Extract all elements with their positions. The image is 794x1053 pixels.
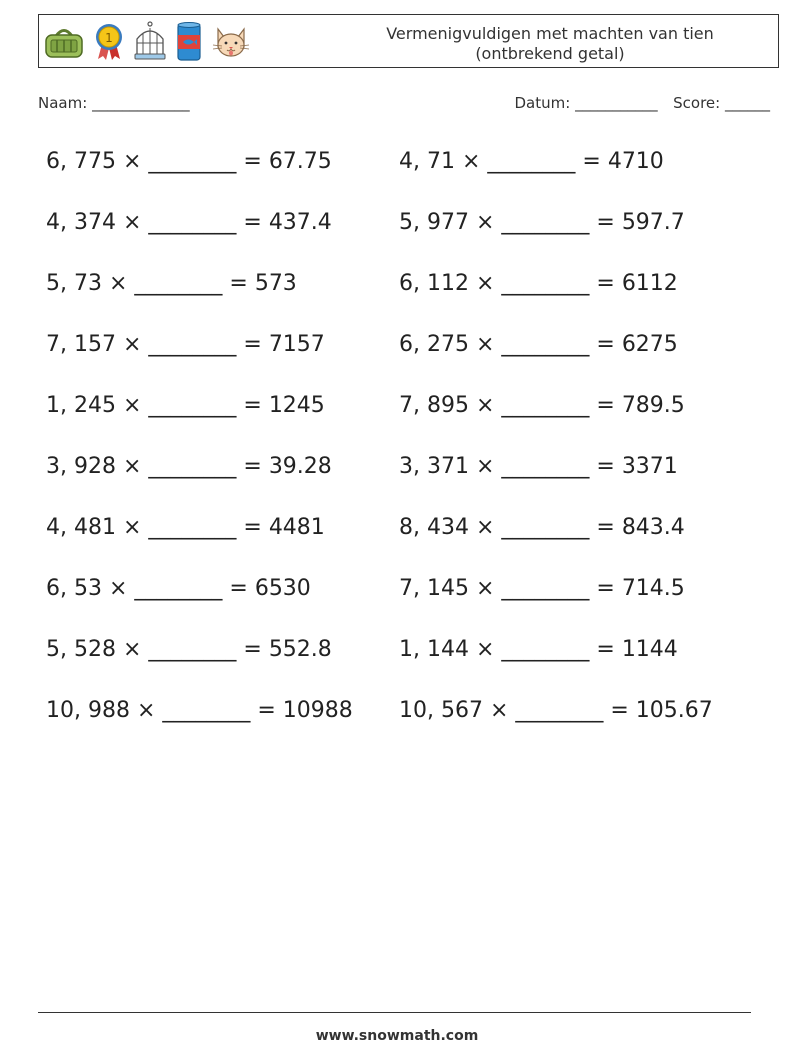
title-line-1: Vermenigvuldigen met machten van tien bbox=[386, 24, 714, 43]
problem-item: 6, 112 × ________ = 6112 bbox=[399, 271, 678, 296]
problem-item: 7, 145 × ________ = 714.5 bbox=[399, 576, 685, 601]
problem-item: 10, 567 × ________ = 105.67 bbox=[399, 698, 713, 723]
problem-item: 7, 895 × ________ = 789.5 bbox=[399, 393, 685, 418]
header-icons bbox=[43, 20, 251, 64]
svg-text:1: 1 bbox=[105, 31, 113, 45]
name-blank[interactable]: _____________ bbox=[92, 94, 190, 112]
problem-item: 1, 144 × ________ = 1144 bbox=[399, 637, 678, 662]
problem-item: 4, 71 × ________ = 4710 bbox=[399, 149, 664, 174]
problem-item: 10, 988 × ________ = 10988 bbox=[46, 698, 353, 723]
basket-icon bbox=[43, 24, 85, 60]
problem-item: 6, 275 × ________ = 6275 bbox=[399, 332, 678, 357]
problem-row bbox=[46, 142, 766, 203]
problem-row bbox=[46, 508, 766, 569]
worksheet-title bbox=[350, 24, 750, 64]
footer-url[interactable]: www.snowmath.com bbox=[315, 1028, 479, 1044]
problem-item: 7, 157 × ________ = 7157 bbox=[46, 332, 325, 357]
problem-row bbox=[46, 630, 766, 691]
problem-grid bbox=[46, 142, 766, 752]
problem-item: 6, 775 × ________ = 67.75 bbox=[46, 149, 332, 174]
problem-item: 3, 928 × ________ = 39.28 bbox=[46, 454, 332, 479]
tin-can-icon bbox=[175, 21, 203, 63]
problem-row bbox=[46, 447, 766, 508]
date-blank[interactable]: ___________ bbox=[575, 94, 658, 112]
problem-item: 4, 374 × ________ = 437.4 bbox=[46, 210, 332, 235]
problem-row bbox=[46, 325, 766, 386]
worksheet-header bbox=[38, 14, 779, 68]
birdcage-icon bbox=[133, 21, 167, 63]
problem-item: 6, 53 × ________ = 6530 bbox=[46, 576, 311, 601]
date-label: Datum: bbox=[514, 94, 571, 112]
problem-item: 1, 245 × ________ = 1245 bbox=[46, 393, 325, 418]
problem-row bbox=[46, 386, 766, 447]
score-label: Score: bbox=[673, 94, 721, 112]
footer-divider bbox=[38, 1012, 751, 1013]
score-blank[interactable]: ______ bbox=[725, 94, 770, 112]
name-field bbox=[38, 94, 190, 112]
cat-face-icon bbox=[211, 23, 251, 61]
title-line-2: (ontbrekend getal) bbox=[475, 44, 625, 63]
problem-row bbox=[46, 264, 766, 325]
problem-item: 5, 73 × ________ = 573 bbox=[46, 271, 297, 296]
medal-icon bbox=[93, 22, 125, 62]
problem-item: 3, 371 × ________ = 3371 bbox=[399, 454, 678, 479]
problem-row bbox=[46, 203, 766, 264]
problem-item: 8, 434 × ________ = 843.4 bbox=[399, 515, 685, 540]
name-label: Naam: bbox=[38, 94, 88, 112]
problem-item: 5, 528 × ________ = 552.8 bbox=[46, 637, 332, 662]
date-score-fields bbox=[515, 94, 771, 112]
problem-item: 4, 481 × ________ = 4481 bbox=[46, 515, 325, 540]
problem-row bbox=[46, 691, 766, 752]
problem-item: 5, 977 × ________ = 597.7 bbox=[399, 210, 685, 235]
problem-row bbox=[46, 569, 766, 630]
